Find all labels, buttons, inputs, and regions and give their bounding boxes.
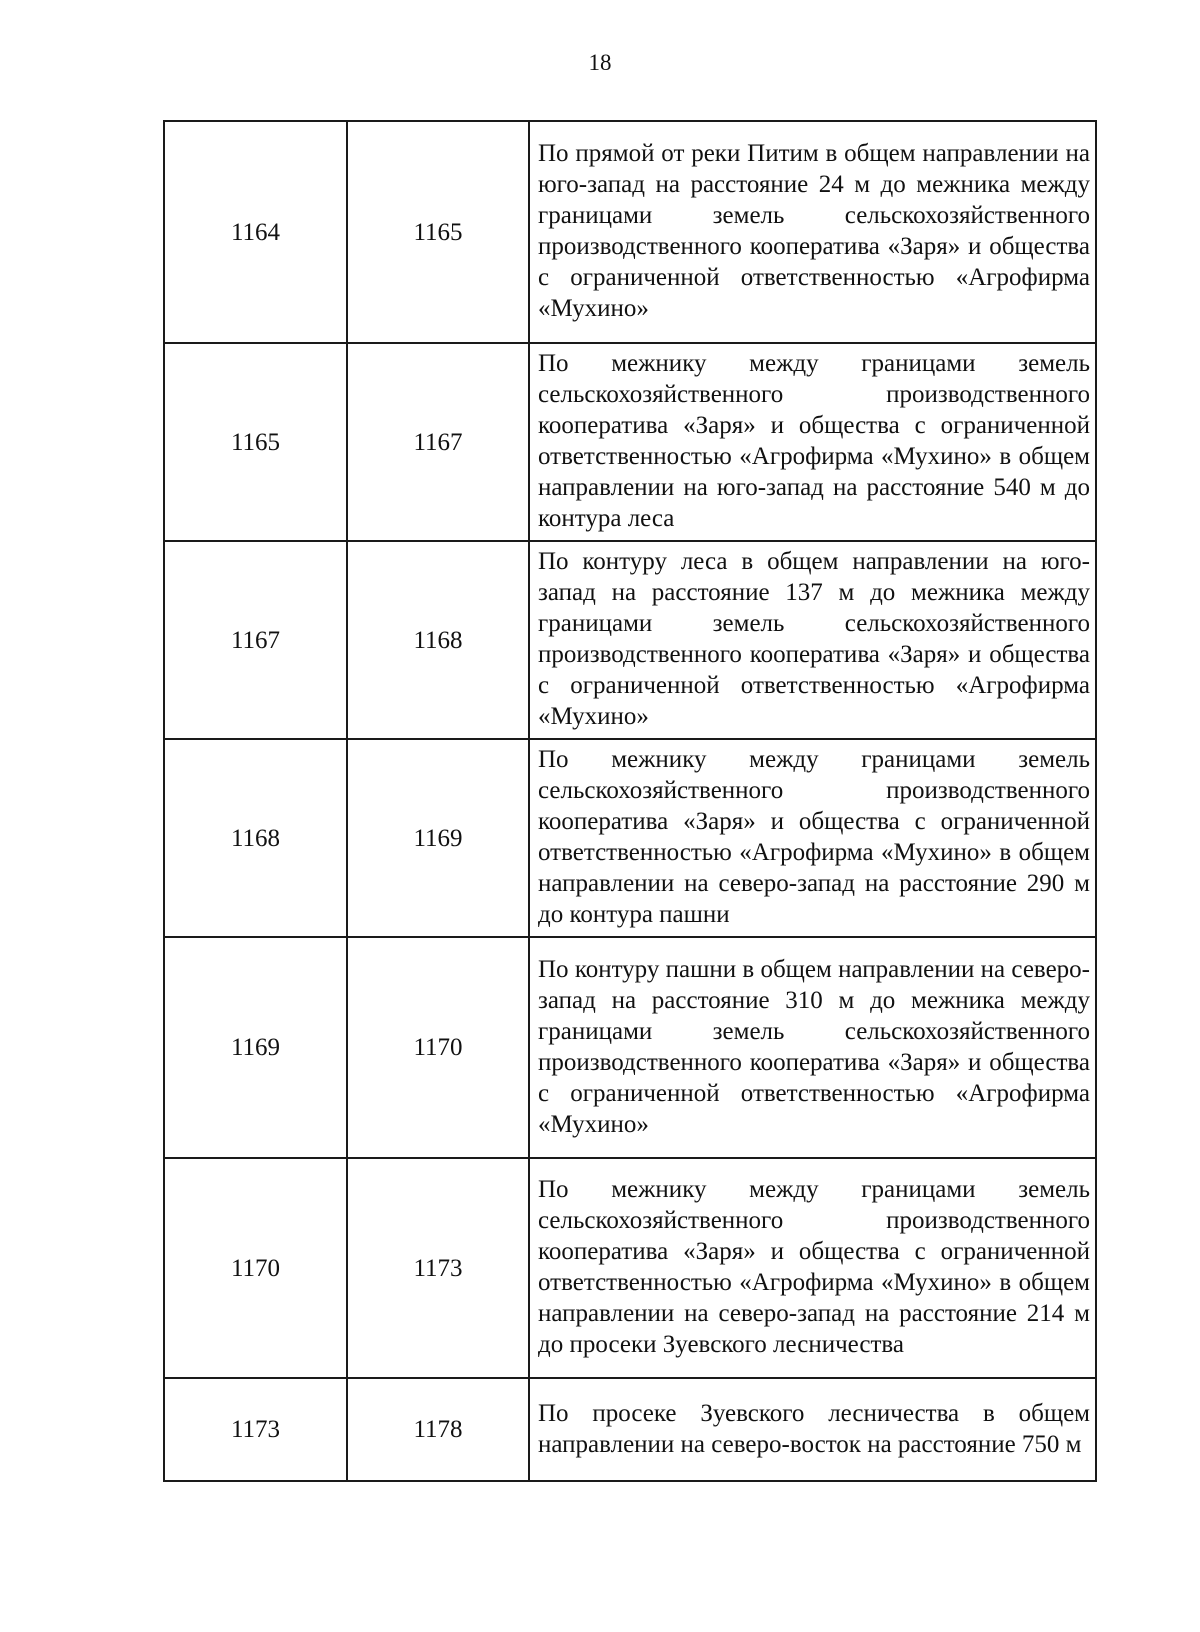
from-point-cell: 1167 (164, 541, 347, 739)
boundary-table (163, 120, 1097, 1482)
to-point-cell: 1170 (347, 937, 529, 1158)
to-point-cell: 1178 (347, 1378, 529, 1481)
description-cell: По контуру пашни в общем направлении на северо-запад на расстояние 310 м до межника между границами земель сельскохозяйственного производственного кооператива «Заря» и общества с ограниченной ответственностью «Агрофирма «Мухино» (529, 937, 1096, 1158)
description-cell: По прямой от реки Питим в общем направлении на юго-запад на расстояние 24 м до межника между границами земель сельскохозяйственного производственного кооператива «Заря» и общества с ограниченной ответственностью «Агрофирма «Мухино» (529, 121, 1096, 343)
from-point-cell: 1173 (164, 1378, 347, 1481)
to-point-cell: 1167 (347, 343, 529, 541)
from-point-cell: 1169 (164, 937, 347, 1158)
description-cell: По контуру леса в общем направлении на юго-запад на расстояние 137 м до межника между границами земель сельскохозяйственного производственного кооператива «Заря» и общества с ограниченной ответственностью «Агрофирма «Мухино» (529, 541, 1096, 739)
table-row (164, 121, 1096, 343)
description-cell: По просеке Зуевского лесничества в общем направлении на северо-восток на расстояние 750 м (529, 1378, 1096, 1481)
table-row (164, 937, 1096, 1158)
table-row (164, 1158, 1096, 1378)
description-cell: По межнику между границами земель сельскохозяйственного производственного кооператива «Заря» и общества с ограниченной ответственностью «Агрофирма «Мухино» в общем направлении на северо-запад на расстояние 290 м до контура пашни (529, 739, 1096, 937)
description-cell: По межнику между границами земель сельскохозяйственного производственного кооператива «Заря» и общества с ограниченной ответственностью «Агрофирма «Мухино» в общем направлении на северо-запад на расстояние 214 м до просеки Зуевского лесничества (529, 1158, 1096, 1378)
to-point-cell: 1165 (347, 121, 529, 343)
from-point-cell: 1164 (164, 121, 347, 343)
to-point-cell: 1173 (347, 1158, 529, 1378)
table-row (164, 343, 1096, 541)
table-row (164, 739, 1096, 937)
to-point-cell: 1169 (347, 739, 529, 937)
page-number: 18 (588, 50, 612, 75)
from-point-cell: 1165 (164, 343, 347, 541)
table-row (164, 541, 1096, 739)
from-point-cell: 1170 (164, 1158, 347, 1378)
table-row (164, 1378, 1096, 1481)
from-point-cell: 1168 (164, 739, 347, 937)
to-point-cell: 1168 (347, 541, 529, 739)
description-cell: По межнику между границами земель сельскохозяйственного производственного кооператива «Заря» и общества с ограниченной ответственностью «Агрофирма «Мухино» в общем направлении на юго-запад на расстояние 540 м до контура леса (529, 343, 1096, 541)
